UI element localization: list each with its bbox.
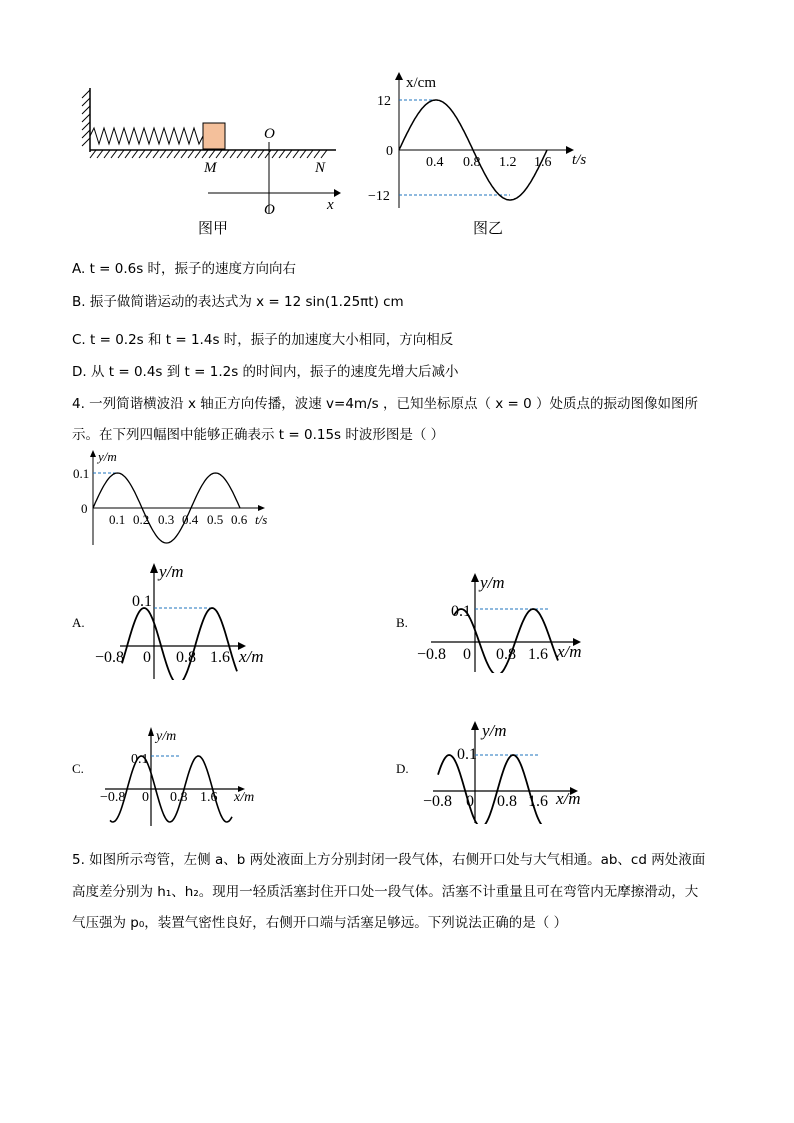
y-axis-label: x/cm xyxy=(406,75,436,91)
vib-x-tick: 0.6 xyxy=(231,512,248,527)
tick: −0.8 xyxy=(417,646,447,663)
q5-stem-line1: 5. 如图所示弯管，左侧 a、b 两处液面上方分别封闭一段气体，右侧开口处与大气相通。ab、cd 两处液面 xyxy=(72,852,706,868)
x-label: x/m xyxy=(556,789,581,808)
q3-option-d: D. 从 t = 0.4s 到 t = 1.2s 的时间内，振子的速度先增大后减小 xyxy=(72,364,459,380)
amp-label: 0.1 xyxy=(451,603,471,620)
y-label: y/m xyxy=(480,573,505,592)
option-c-letter[interactable]: C. xyxy=(72,761,84,776)
wave-curve xyxy=(122,608,237,680)
q5-stem-line2: 高度差分别为 h₁、h₂。现用一轻质活塞封住开口处一段气体。活塞不计重量且可在弯管内无摩擦滑动，大 xyxy=(72,884,699,900)
option-b-graph[interactable] xyxy=(414,568,599,673)
vibration-graph xyxy=(72,447,282,547)
option-d-graph[interactable] xyxy=(420,714,595,824)
tick: 1.6 xyxy=(200,790,218,805)
figure-jia xyxy=(78,84,348,214)
tick: 1.6 xyxy=(210,649,230,666)
caption-yi: 图乙 xyxy=(473,219,504,237)
q4-stem-line2: 示。在下列四幅图中能够正确表示 t = 0.15s 时波形图是（ ） xyxy=(72,427,445,443)
tick: 0.8 xyxy=(176,649,196,666)
label-o-bottom: O xyxy=(264,202,275,214)
tick: 0 xyxy=(142,790,149,805)
y-label: y/m xyxy=(482,721,507,740)
x-tick: 0.4 xyxy=(426,155,444,170)
block xyxy=(203,123,225,149)
q3-option-b: B. 振子做简谐运动的表达式为 x = 12 sin(1.25πt) cm xyxy=(72,294,404,310)
tick: −0.8 xyxy=(95,649,125,666)
amp-label: 0.1 xyxy=(132,593,152,610)
x-tick: 1.6 xyxy=(534,155,552,170)
tick: 0.8 xyxy=(170,790,188,805)
q3-option-c: C. t = 0.2s 和 t = 1.4s 时，振子的加速度大小相同，方向相反 xyxy=(72,332,454,348)
option-d-letter[interactable]: D. xyxy=(396,761,409,776)
tick: 0.8 xyxy=(496,646,516,663)
wave-curve xyxy=(438,755,542,824)
y-label: y/m xyxy=(159,562,184,581)
y-tick-0: 0 xyxy=(386,144,393,159)
option-a-letter[interactable]: A. xyxy=(72,615,85,630)
vib-x-tick: 0.5 xyxy=(207,512,224,527)
tick: 0 xyxy=(463,646,471,663)
x-tick: 0.8 xyxy=(463,155,481,170)
tick: −0.8 xyxy=(423,793,453,810)
tick: 0 xyxy=(466,793,474,810)
tick: 0 xyxy=(143,649,151,666)
option-a-graph[interactable] xyxy=(92,555,277,680)
tick: 1.6 xyxy=(528,793,548,810)
q4-stem-line1: 4. 一列简谐横波沿 x 轴正方向传播，波速 v=4m/s ，已知坐标原点（ x = 0 ）处质点的振动图像如图所 xyxy=(72,396,699,412)
vib-y-label: y/m xyxy=(98,449,117,464)
vib-x-label: t/s xyxy=(255,512,268,527)
x-label: x/m xyxy=(234,790,255,805)
label-x: x xyxy=(327,197,334,213)
spring xyxy=(90,128,203,144)
option-c-graph[interactable] xyxy=(100,722,270,827)
vib-origin: 0 xyxy=(81,501,88,516)
amp-label: 0.1 xyxy=(457,746,477,763)
vib-x-tick: 0.4 xyxy=(182,512,199,527)
vib-x-tick: 0.2 xyxy=(133,512,150,527)
vib-x-tick: 0.1 xyxy=(109,512,126,527)
tick: 0.8 xyxy=(497,793,517,810)
x-axis-label: t/s xyxy=(572,152,587,168)
amp-label: 0.1 xyxy=(131,752,149,767)
y-tick-12: 12 xyxy=(377,94,391,109)
y-tick-neg12: −12 xyxy=(368,189,390,204)
label-n: N xyxy=(315,160,326,176)
x-label: x/m xyxy=(239,647,264,666)
q3-option-a: A. t = 0.6s 时，振子的速度方向向右 xyxy=(72,261,297,277)
vib-x-tick: 0.3 xyxy=(158,512,175,527)
figure-yi xyxy=(360,70,600,210)
option-b-letter[interactable]: B. xyxy=(396,615,408,630)
label-o-top: O xyxy=(264,126,275,142)
caption-jia: 图甲 xyxy=(198,219,229,237)
tick: 1.6 xyxy=(528,646,548,663)
tick: −0.8 xyxy=(100,790,126,805)
q5-stem-line3: 气压强为 p₀，装置气密性良好，右侧开口端与活塞足够远。下列说法正确的是（ ） xyxy=(72,915,568,931)
vib-y-tick: 0.1 xyxy=(73,466,90,481)
x-label: x/m xyxy=(557,642,582,661)
y-label: y/m xyxy=(156,729,177,744)
x-tick: 1.2 xyxy=(499,155,517,170)
label-m: M xyxy=(204,160,217,176)
